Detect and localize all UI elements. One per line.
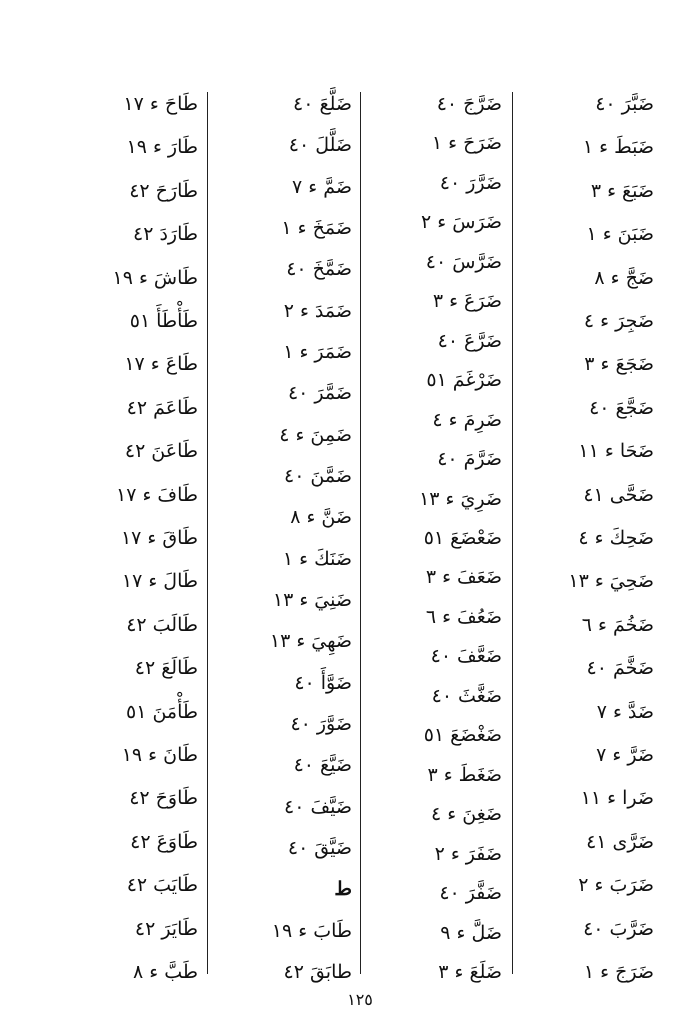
entry-reference: ء ٣ bbox=[590, 180, 617, 202]
entry-reference: ء ٤ bbox=[432, 409, 458, 431]
entry-row bbox=[124, 352, 198, 376]
entry-reference: ء ١ bbox=[583, 961, 610, 983]
entry-reference: ء ١٣ bbox=[272, 589, 309, 611]
entry-reference: ٤٠ bbox=[430, 645, 452, 667]
headword: طَاشَ bbox=[153, 267, 198, 289]
headword: ضَحِكَ bbox=[609, 527, 654, 549]
entry-reference: ء ٢ bbox=[434, 843, 460, 865]
entry-row bbox=[578, 873, 654, 897]
entry-reference: ٤٠ bbox=[586, 657, 607, 679]
entry-reference: ٤٢ bbox=[133, 223, 154, 245]
entry-reference: ٤٠ bbox=[439, 882, 460, 904]
headword: ضَعَفَ bbox=[457, 566, 502, 588]
headword: ضَهِيَ bbox=[311, 630, 352, 652]
entry-row bbox=[426, 605, 502, 629]
entry-reference: ٤٠ bbox=[439, 172, 461, 194]
entry-row bbox=[424, 723, 502, 747]
headword: طَاعَنَ bbox=[151, 440, 198, 462]
entry-row bbox=[284, 299, 352, 323]
entry-reference: ٤٠ bbox=[293, 93, 314, 115]
entry-reference: ء ٣ bbox=[584, 353, 610, 375]
entry-row bbox=[288, 381, 352, 405]
headword: طَابَ bbox=[313, 920, 352, 942]
headword: طَاوَحَ bbox=[155, 787, 198, 809]
entry-row bbox=[123, 92, 198, 116]
entry-row bbox=[270, 629, 352, 653]
entry-reference: ء ٢ bbox=[578, 874, 604, 896]
entry-row bbox=[129, 786, 198, 810]
entry-row bbox=[288, 836, 352, 860]
entry-reference: ٤٠ bbox=[284, 796, 305, 818]
headword: ضَفَرَ bbox=[465, 843, 502, 865]
entry-reference: ٤٢ bbox=[124, 440, 146, 462]
headword: ضَبَّرَ bbox=[621, 93, 654, 115]
entry-reference: ٥١ bbox=[426, 369, 447, 391]
entry-reference: ء ١ bbox=[431, 132, 458, 154]
headword: ضَرْغَمَ bbox=[452, 369, 502, 391]
headword: ضَرَّجَ bbox=[463, 93, 502, 115]
entry-reference: ٤٠ bbox=[436, 93, 458, 115]
entry-row bbox=[129, 179, 198, 203]
headword: ضَرِمَ bbox=[463, 409, 502, 431]
entry-reference: ٤٠ bbox=[287, 382, 309, 404]
entry-reference: ء ٤ bbox=[578, 527, 604, 549]
entry-row bbox=[126, 700, 198, 724]
headword: ضَغَّثَ bbox=[458, 685, 502, 707]
entry-reference: ء ٦ bbox=[425, 606, 452, 628]
entry-reference: ء ٤ bbox=[583, 310, 610, 332]
headword: ضَيَّقَ bbox=[314, 837, 352, 859]
entry-reference: ٥١ bbox=[129, 310, 151, 332]
column-divider bbox=[512, 92, 513, 974]
entry-row bbox=[290, 505, 352, 529]
entry-row bbox=[581, 786, 654, 810]
headword: طَاعَمَ bbox=[153, 397, 198, 419]
entry-reference: ء ١٣ bbox=[568, 570, 604, 592]
column-divider bbox=[360, 92, 361, 974]
entry-row bbox=[116, 483, 198, 507]
entry-row bbox=[289, 133, 352, 157]
entry-reference: ٤٢ bbox=[129, 787, 150, 809]
entry-row bbox=[431, 644, 502, 668]
entry-row bbox=[596, 743, 654, 767]
entry-row bbox=[431, 802, 502, 826]
entry-row bbox=[438, 960, 502, 984]
entry-row bbox=[421, 210, 502, 234]
entry-reference: ء ٦ bbox=[581, 614, 607, 636]
entry-row bbox=[284, 464, 352, 488]
headword: طَأْطَأَ bbox=[156, 310, 198, 332]
page-number: ١٢٥ bbox=[347, 990, 373, 1009]
entry-row bbox=[568, 569, 654, 593]
headword: ضَجِرَ bbox=[615, 310, 654, 332]
entry-reference: ء ١٩ bbox=[121, 744, 158, 766]
entry-reference: ء ١٣ bbox=[269, 630, 306, 652]
entry-reference: ٥١ bbox=[423, 724, 445, 746]
headword: ضَنِيَ bbox=[314, 589, 352, 611]
headword: طَاعَ bbox=[165, 353, 198, 375]
headword: ضَوَّأَ bbox=[320, 672, 352, 694]
headword: ضَرَّرَ bbox=[466, 172, 502, 194]
entry-reference: ٤٠ bbox=[290, 713, 311, 735]
entry-row bbox=[591, 179, 654, 203]
entry-reference: ء ٢ bbox=[283, 300, 309, 322]
entry-row bbox=[437, 92, 502, 116]
headword: طَافَ bbox=[157, 484, 198, 506]
entry-reference: ٤١ bbox=[583, 484, 604, 506]
entry-row bbox=[112, 266, 198, 290]
entry-reference: ء ٨ bbox=[133, 961, 159, 983]
entry-reference: ٤١ bbox=[586, 831, 607, 853]
entry-reference: ء ١٩ bbox=[112, 267, 148, 289]
entry-reference: ٤٢ bbox=[126, 397, 148, 419]
headword: ضَمِنَ bbox=[310, 424, 352, 446]
headword: طَارَدَ bbox=[159, 223, 198, 245]
entry-row bbox=[290, 712, 352, 736]
headword: ضَبَنَ bbox=[617, 223, 654, 245]
entry-row bbox=[594, 266, 654, 290]
entry-reference: ٤٢ bbox=[134, 918, 156, 940]
entry-reference: ء ٤ bbox=[431, 803, 457, 825]
entry-row bbox=[283, 340, 352, 364]
entry-reference: ٤٠ bbox=[431, 685, 453, 707]
entry-row bbox=[586, 830, 654, 854]
entry-row bbox=[334, 877, 352, 901]
headword: طَاحَ bbox=[164, 93, 198, 115]
headword: طابَقَ bbox=[309, 961, 352, 983]
entry-reference: ء ١ bbox=[283, 341, 309, 363]
entry-row bbox=[273, 588, 352, 612]
entry-row bbox=[584, 352, 654, 376]
headword: ضَلَعَ bbox=[469, 961, 502, 983]
entry-reference: ٤٠ bbox=[425, 251, 447, 273]
entry-row bbox=[583, 483, 654, 507]
entry-row bbox=[133, 960, 198, 984]
entry-reference: ء ١٧ bbox=[121, 570, 158, 592]
headword: ضَرَبَ bbox=[609, 874, 654, 896]
entry-reference: ء ٣ bbox=[427, 764, 453, 786]
entry-row bbox=[584, 309, 654, 333]
headword: ط bbox=[334, 878, 352, 900]
entry-reference: ء ١ bbox=[281, 217, 307, 239]
entry-reference: ٤٠ bbox=[286, 258, 307, 280]
headword: ضَغَطَ bbox=[458, 764, 502, 786]
entry-reference: ٥١ bbox=[423, 527, 445, 549]
headword: ضَخَّمَ bbox=[612, 657, 654, 679]
entry-row bbox=[293, 92, 352, 116]
entry-row bbox=[438, 329, 502, 353]
headword: طَايَبَ bbox=[153, 874, 198, 896]
entry-reference: ٤٠ bbox=[437, 330, 459, 352]
entry-reference: ء ١٣ bbox=[419, 488, 455, 510]
headword: ضَيَّفَ bbox=[310, 796, 352, 818]
entry-row bbox=[127, 135, 199, 159]
entry-row bbox=[121, 526, 198, 550]
entry-reference: ء ١١ bbox=[578, 440, 614, 462]
entry-row bbox=[279, 423, 352, 447]
headword: ضَيَّعَ bbox=[320, 754, 352, 776]
entry-reference: ٤٠ bbox=[288, 134, 310, 156]
entry-row bbox=[122, 743, 198, 767]
entry-row bbox=[426, 250, 502, 274]
entry-reference: ء ٣ bbox=[438, 961, 464, 983]
entry-row bbox=[589, 396, 654, 420]
headword: طَبَّ bbox=[164, 961, 198, 983]
entry-row bbox=[122, 569, 198, 593]
headword: ضَحِيَ bbox=[609, 570, 654, 592]
headword: ضَبَطَ bbox=[614, 136, 654, 158]
headword: ضَمَّ bbox=[323, 176, 352, 198]
entry-row bbox=[294, 671, 352, 695]
entry-row bbox=[435, 842, 502, 866]
entry-row bbox=[283, 547, 352, 571]
headword: ضَخُمَ bbox=[612, 614, 654, 636]
entry-row bbox=[432, 684, 502, 708]
headword: ضَعُفَ bbox=[457, 606, 502, 628]
headword: ضَرَعَ bbox=[464, 290, 502, 312]
headword: ضَرا bbox=[622, 787, 654, 809]
entry-reference: ٤٠ bbox=[583, 918, 604, 940]
entry-row bbox=[597, 700, 654, 724]
headword: ضَلَّ bbox=[471, 922, 502, 944]
entry-row bbox=[426, 368, 502, 392]
headword: ضَرِيَ bbox=[460, 488, 502, 510]
entry-row bbox=[126, 613, 198, 637]
headword: ضَحَّى bbox=[609, 484, 654, 506]
entry-reference: ء ٣ bbox=[425, 566, 452, 588]
headword: ضَنَّ bbox=[321, 506, 352, 528]
entry-row bbox=[437, 447, 502, 471]
entry-row bbox=[284, 795, 352, 819]
headword: ضَمَّخَ bbox=[312, 258, 352, 280]
headword: ضَرَّبَ bbox=[609, 918, 654, 940]
entry-reference: ء ١٧ bbox=[124, 353, 160, 375]
entry-reference: ٤٢ bbox=[129, 180, 150, 202]
headword: ضَرَجَ bbox=[615, 961, 654, 983]
entry-reference: ٤٢ bbox=[134, 657, 156, 679]
headword: ضَرَّعَ bbox=[464, 330, 502, 352]
entry-reference: ٤٠ bbox=[287, 837, 309, 859]
entry-row bbox=[440, 921, 502, 945]
entry-reference: ٤٢ bbox=[126, 614, 147, 636]
entry-row bbox=[286, 257, 352, 281]
headword: ضَعْضَعَ bbox=[450, 527, 502, 549]
headword: طَاقَ bbox=[162, 527, 198, 549]
headword: طَانَ bbox=[163, 744, 198, 766]
headword: ضَعَّفَ bbox=[457, 645, 502, 667]
headword: طَارَ bbox=[167, 136, 198, 158]
headword: ضَبَعَ bbox=[622, 180, 654, 202]
entry-row bbox=[427, 763, 502, 787]
headword: طَأْمَنَ bbox=[152, 701, 198, 723]
entry-row bbox=[272, 919, 352, 943]
entry-row bbox=[595, 92, 654, 116]
entry-reference: ٤٠ bbox=[293, 754, 315, 776]
headword: ضَمَّرَ bbox=[314, 382, 352, 404]
entry-row bbox=[125, 439, 198, 463]
entry-row bbox=[440, 171, 502, 195]
headword: ضَجَعَ bbox=[615, 353, 654, 375]
headword: ضَرَسَ bbox=[452, 211, 502, 233]
headword: ضَمَّنَ bbox=[310, 465, 352, 487]
entry-reference: ٤٢ bbox=[126, 874, 148, 896]
entry-reference: ٤٢ bbox=[283, 961, 304, 983]
column-divider bbox=[207, 92, 208, 974]
headword: طَالَبَ bbox=[152, 614, 198, 636]
entry-reference: ٤٠ bbox=[283, 465, 305, 487]
headword: ضَمَدَ bbox=[314, 300, 352, 322]
entry-row bbox=[432, 408, 502, 432]
headword: ضَمَخَ bbox=[312, 217, 352, 239]
entry-reference: ٤٠ bbox=[589, 397, 610, 419]
entry-reference: ء ٧ bbox=[292, 176, 318, 198]
entry-reference: ٤٠ bbox=[437, 448, 458, 470]
entry-row bbox=[127, 396, 198, 420]
entry-reference: ء ١٧ bbox=[120, 527, 157, 549]
entry-row bbox=[433, 289, 502, 313]
entry-row bbox=[584, 960, 654, 984]
entry-row bbox=[130, 309, 198, 333]
entry-row bbox=[292, 175, 352, 199]
entry-reference: ٥١ bbox=[126, 701, 147, 723]
entry-reference: ء ١٧ bbox=[123, 93, 159, 115]
entry-row bbox=[284, 960, 352, 984]
headword: ضَرَّى bbox=[612, 831, 654, 853]
entry-row bbox=[281, 216, 352, 240]
entry-row bbox=[582, 613, 654, 637]
headword: ضَغْضَعَ bbox=[450, 724, 502, 746]
headword: طَارَحَ bbox=[155, 180, 198, 202]
entry-reference: ء ١٩ bbox=[271, 920, 308, 942]
entry-reference: ء ٨ bbox=[290, 506, 316, 528]
entry-row bbox=[583, 135, 654, 159]
entry-row bbox=[133, 222, 198, 246]
headword: ضَنَكَ bbox=[314, 548, 352, 570]
headword: ضَجَّعَ bbox=[615, 397, 654, 419]
entry-row bbox=[578, 439, 654, 463]
entry-reference: ء ٤ bbox=[279, 424, 305, 446]
headword: طَالَعَ bbox=[161, 657, 198, 679]
headword: ضَرَّ bbox=[627, 744, 654, 766]
entry-reference: ء ٣ bbox=[432, 290, 459, 312]
entry-row bbox=[135, 656, 198, 680]
entry-reference: ء ٩ bbox=[440, 922, 466, 944]
headword: ضَلَّعَ bbox=[319, 93, 352, 115]
headword: ضَحَا bbox=[619, 440, 654, 462]
headword: ضَوَّرَ bbox=[316, 713, 352, 735]
entry-row bbox=[583, 917, 654, 941]
entry-reference: ء ٢ bbox=[420, 211, 447, 233]
entry-reference: ٤٢ bbox=[130, 831, 151, 853]
headword: ضَجَّ bbox=[625, 267, 654, 289]
headword: ضَدَّ bbox=[627, 701, 654, 723]
headword: ضَمَرَ bbox=[314, 341, 352, 363]
headword: ضَلَّلَ bbox=[315, 134, 352, 156]
entry-reference: ء ١ bbox=[586, 223, 612, 245]
entry-reference: ٤٠ bbox=[595, 93, 616, 115]
headword: ضَرَّمَ bbox=[463, 448, 502, 470]
headword: ضَرَّسَ bbox=[452, 251, 502, 273]
headword: ضَرَحَ bbox=[463, 132, 502, 154]
entry-reference: ء ٧ bbox=[596, 701, 622, 723]
entry-reference: ء ١٩ bbox=[126, 136, 162, 158]
headword: طَالَ bbox=[163, 570, 198, 592]
entry-row bbox=[127, 873, 198, 897]
headword: طَاوَعَ bbox=[156, 831, 198, 853]
entry-row bbox=[419, 487, 502, 511]
entry-row bbox=[294, 753, 352, 777]
headword: ضَفَّرَ bbox=[465, 882, 502, 904]
entry-reference: ٤٠ bbox=[294, 672, 315, 694]
entry-row bbox=[130, 830, 198, 854]
entry-reference: ء ١ bbox=[582, 136, 609, 158]
entry-row bbox=[135, 917, 198, 941]
entry-reference: ء ٧ bbox=[596, 744, 622, 766]
entry-row bbox=[587, 656, 654, 680]
entry-reference: ء ١٧ bbox=[115, 484, 152, 506]
headword: ضَغِنَ bbox=[462, 803, 502, 825]
entry-row bbox=[586, 222, 654, 246]
entry-row bbox=[578, 526, 654, 550]
entry-row bbox=[439, 881, 502, 905]
entry-row bbox=[432, 131, 502, 155]
entry-row bbox=[424, 526, 502, 550]
entry-row bbox=[426, 565, 502, 589]
entry-reference: ء ١ bbox=[282, 548, 309, 570]
entry-reference: ء ٨ bbox=[594, 267, 620, 289]
headword: طَايَرَ bbox=[161, 918, 198, 940]
entry-reference: ء ١١ bbox=[580, 787, 617, 809]
